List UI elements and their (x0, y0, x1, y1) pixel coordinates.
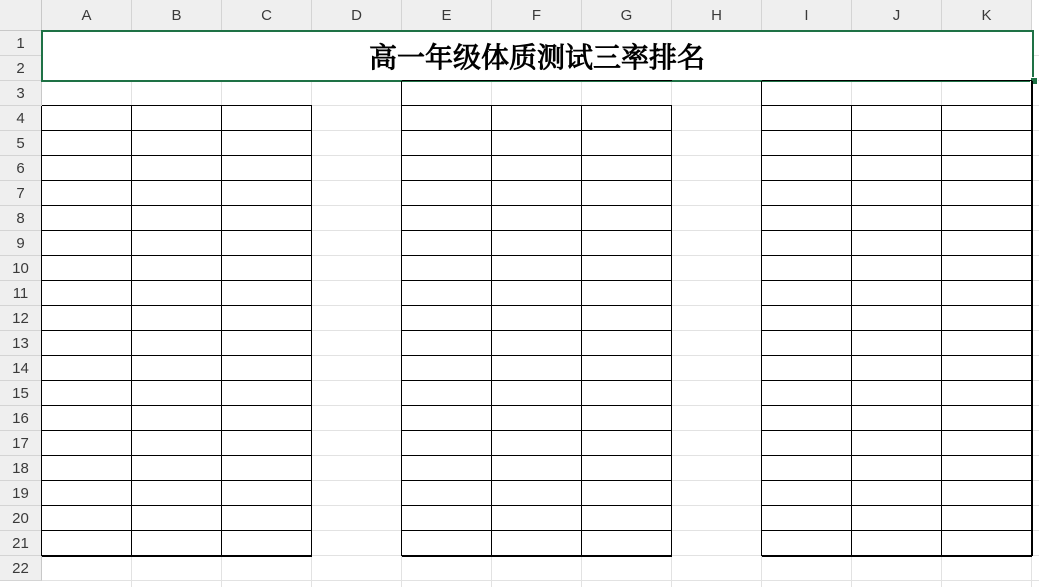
rate-cell[interactable] (852, 206, 942, 231)
table-border (402, 180, 672, 181)
class-name-cell[interactable] (762, 381, 852, 406)
rank-cell[interactable] (582, 381, 672, 406)
table-border (762, 80, 1032, 81)
column-label[interactable] (762, 106, 852, 131)
row-header-17[interactable]: 17 (0, 431, 42, 456)
column-header-c[interactable]: C (222, 0, 312, 31)
rank-cell[interactable] (582, 281, 672, 306)
rank-cell[interactable] (942, 181, 1032, 206)
table-border (42, 230, 312, 231)
row-header-19[interactable]: 19 (0, 481, 42, 506)
column-header-g[interactable]: G (582, 0, 672, 31)
table-border (42, 555, 312, 557)
rate-cell[interactable] (852, 406, 942, 431)
table-border (941, 106, 942, 556)
table-border (762, 280, 1032, 281)
rank-cell[interactable] (942, 206, 1032, 231)
rate-cell[interactable] (492, 156, 582, 181)
rank-cell[interactable] (582, 156, 672, 181)
class-name-cell[interactable] (402, 381, 492, 406)
rank-cell[interactable] (942, 406, 1032, 431)
column-header-f[interactable]: F (492, 0, 582, 31)
class-name-cell[interactable] (42, 131, 132, 156)
rate-cell[interactable] (492, 331, 582, 356)
table-border (42, 530, 312, 531)
class-name-cell[interactable] (42, 181, 132, 206)
class-name-cell[interactable] (402, 481, 492, 506)
rank-cell[interactable] (942, 331, 1032, 356)
rate-cell[interactable] (132, 181, 222, 206)
class-name-cell[interactable] (762, 306, 852, 331)
table-border (42, 480, 312, 481)
rank-cell[interactable] (582, 356, 672, 381)
table-border (762, 455, 1032, 456)
column-header-d[interactable]: D (312, 0, 402, 31)
class-name-cell[interactable] (402, 181, 492, 206)
class-name-cell[interactable] (42, 381, 132, 406)
class-name-cell[interactable] (762, 356, 852, 381)
table-border (402, 505, 672, 506)
total-value[interactable] (492, 531, 582, 556)
row-header-22[interactable]: 22 (0, 556, 42, 581)
class-name-cell[interactable] (42, 256, 132, 281)
sheet-title[interactable]: 高一年级体质测试三率排名 (42, 31, 1032, 81)
table-border (401, 81, 402, 556)
rate-cell[interactable] (492, 356, 582, 381)
table-border (402, 330, 672, 331)
table-border (42, 505, 312, 506)
rate-cell[interactable] (852, 256, 942, 281)
table-border (402, 355, 672, 356)
rank-cell[interactable] (222, 131, 312, 156)
row-header-11[interactable]: 11 (0, 281, 42, 306)
rate-cell[interactable] (492, 456, 582, 481)
class-name-cell[interactable] (402, 281, 492, 306)
rank-cell[interactable] (582, 181, 672, 206)
class-name-cell[interactable] (762, 481, 852, 506)
table-border (402, 430, 672, 431)
table-border (402, 130, 672, 131)
column-header-b[interactable]: B (132, 0, 222, 31)
rate-cell[interactable] (852, 181, 942, 206)
class-name-cell[interactable] (42, 506, 132, 531)
rate-cell[interactable] (492, 206, 582, 231)
row-header-10[interactable]: 10 (0, 256, 42, 281)
class-name-cell[interactable] (402, 331, 492, 356)
rate-cell[interactable] (132, 256, 222, 281)
rank-cell[interactable] (942, 131, 1032, 156)
table-border (402, 280, 672, 281)
row-header-7[interactable]: 7 (0, 181, 42, 206)
rate-cell[interactable] (492, 306, 582, 331)
rate-cell[interactable] (852, 131, 942, 156)
rank-cell[interactable] (222, 306, 312, 331)
column-label[interactable] (222, 106, 312, 131)
rate-cell[interactable] (132, 406, 222, 431)
rank-cell[interactable] (222, 506, 312, 531)
table-border (402, 155, 672, 156)
rate-cell[interactable] (852, 156, 942, 181)
row-header-2[interactable]: 2 (0, 56, 42, 81)
rate-cell[interactable] (852, 456, 942, 481)
class-name-cell[interactable] (762, 506, 852, 531)
rank-cell[interactable] (222, 356, 312, 381)
class-name-cell[interactable] (762, 331, 852, 356)
rank-cell[interactable] (942, 481, 1032, 506)
rank-cell[interactable] (942, 281, 1032, 306)
rank-cell[interactable] (222, 281, 312, 306)
rank-cell[interactable] (942, 431, 1032, 456)
class-name-cell[interactable] (402, 131, 492, 156)
total-label[interactable] (402, 531, 492, 556)
table-border (762, 230, 1032, 231)
column-header-j[interactable]: J (852, 0, 942, 31)
table-border (42, 180, 312, 181)
rank-cell[interactable] (222, 406, 312, 431)
class-name-cell[interactable] (42, 306, 132, 331)
total-value[interactable] (852, 531, 942, 556)
table-border (762, 430, 1032, 431)
table-border (42, 330, 312, 331)
table-border (311, 106, 312, 556)
rank-cell[interactable] (582, 431, 672, 456)
class-name-cell[interactable] (762, 206, 852, 231)
rate-cell[interactable] (492, 431, 582, 456)
row-header-14[interactable]: 14 (0, 356, 42, 381)
class-name-cell[interactable] (402, 431, 492, 456)
table-header[interactable] (762, 81, 1032, 106)
rank-cell[interactable] (582, 206, 672, 231)
column-label[interactable] (492, 106, 582, 131)
table-border (671, 106, 672, 556)
class-name-cell[interactable] (762, 281, 852, 306)
column-header-i[interactable]: I (762, 0, 852, 31)
row-header-18[interactable]: 18 (0, 456, 42, 481)
rate-cell[interactable] (492, 281, 582, 306)
rate-cell[interactable] (132, 456, 222, 481)
rank-cell[interactable] (582, 481, 672, 506)
rank-cell[interactable] (942, 231, 1032, 256)
rate-cell[interactable] (132, 331, 222, 356)
row-header-4[interactable]: 4 (0, 106, 42, 131)
table-border (402, 455, 672, 456)
rank-cell[interactable] (222, 256, 312, 281)
rank-cell[interactable] (582, 256, 672, 281)
rank-cell[interactable] (582, 456, 672, 481)
class-name-cell[interactable] (42, 281, 132, 306)
rate-cell[interactable] (852, 506, 942, 531)
table-border (42, 355, 312, 356)
rate-cell[interactable] (132, 156, 222, 181)
column-header-h[interactable]: H (672, 0, 762, 31)
table-border (42, 405, 312, 406)
rate-cell[interactable] (492, 506, 582, 531)
rank-cell[interactable] (942, 256, 1032, 281)
table-border (581, 106, 582, 556)
table-border (402, 480, 672, 481)
table-border (761, 81, 762, 556)
rank-cell[interactable] (582, 506, 672, 531)
gridline-horizontal (42, 580, 1039, 581)
class-name-cell[interactable] (402, 156, 492, 181)
rate-cell[interactable] (132, 131, 222, 156)
class-name-cell[interactable] (402, 231, 492, 256)
table-border (402, 80, 672, 81)
table-border (41, 106, 42, 556)
table-border (762, 155, 1032, 156)
rank-cell[interactable] (582, 131, 672, 156)
table-border (402, 405, 672, 406)
class-name-cell[interactable] (762, 231, 852, 256)
rank-cell[interactable] (222, 481, 312, 506)
class-name-cell[interactable] (42, 231, 132, 256)
rate-cell[interactable] (852, 281, 942, 306)
table-border (762, 555, 1032, 557)
class-name-cell[interactable] (42, 456, 132, 481)
table-border (402, 105, 672, 106)
class-name-cell[interactable] (42, 206, 132, 231)
row-header-6[interactable]: 6 (0, 156, 42, 181)
row-header-5[interactable]: 5 (0, 131, 42, 156)
table-border (42, 305, 312, 306)
row-header-1[interactable]: 1 (0, 31, 42, 56)
table-border (42, 280, 312, 281)
class-name-cell[interactable] (402, 456, 492, 481)
table-border (42, 130, 312, 131)
rank-cell[interactable] (222, 381, 312, 406)
rate-cell[interactable] (492, 256, 582, 281)
table-border (42, 255, 312, 256)
rank-cell[interactable] (942, 306, 1032, 331)
column-label[interactable] (42, 106, 132, 131)
rank-cell[interactable] (942, 156, 1032, 181)
table-border (762, 330, 1032, 331)
class-name-cell[interactable] (42, 406, 132, 431)
table-border (131, 106, 132, 556)
table-border (762, 130, 1032, 131)
table-border (762, 405, 1032, 406)
table-border (42, 455, 312, 456)
class-name-cell[interactable] (402, 356, 492, 381)
rank-cell[interactable] (222, 331, 312, 356)
rate-cell[interactable] (852, 331, 942, 356)
rate-cell[interactable] (132, 481, 222, 506)
rank-cell[interactable] (222, 431, 312, 456)
row-header-15[interactable]: 15 (0, 381, 42, 406)
table-border (1031, 81, 1033, 556)
rate-cell[interactable] (492, 131, 582, 156)
rank-cell[interactable] (222, 206, 312, 231)
row-header-21[interactable]: 21 (0, 531, 42, 556)
class-name-cell[interactable] (762, 181, 852, 206)
row-header-20[interactable]: 20 (0, 506, 42, 531)
table-border (402, 255, 672, 256)
rate-cell[interactable] (852, 431, 942, 456)
table-border (491, 106, 492, 556)
table-border (402, 305, 672, 306)
class-name-cell[interactable] (42, 481, 132, 506)
table-header[interactable] (42, 81, 312, 106)
column-label[interactable] (132, 106, 222, 131)
class-name-cell[interactable] (402, 206, 492, 231)
class-name-cell[interactable] (762, 256, 852, 281)
column-label[interactable] (852, 106, 942, 131)
rank-cell[interactable] (222, 181, 312, 206)
rate-cell[interactable] (132, 206, 222, 231)
row-header-9[interactable]: 9 (0, 231, 42, 256)
row-header-16[interactable]: 16 (0, 406, 42, 431)
total-label[interactable] (42, 531, 132, 556)
table-border (42, 155, 312, 156)
class-name-cell[interactable] (42, 331, 132, 356)
total-value[interactable] (132, 531, 222, 556)
class-name-cell[interactable] (762, 156, 852, 181)
table-border (762, 480, 1032, 481)
table-border (762, 205, 1032, 206)
table-border (402, 205, 672, 206)
table-border (762, 105, 1032, 106)
total-label[interactable] (762, 531, 852, 556)
table-border (221, 106, 222, 556)
rate-cell[interactable] (132, 356, 222, 381)
class-name-cell[interactable] (762, 456, 852, 481)
rate-cell[interactable] (132, 506, 222, 531)
rank-cell[interactable] (582, 406, 672, 431)
table-border (402, 555, 672, 557)
table-border (762, 180, 1032, 181)
column-header-e[interactable]: E (402, 0, 492, 31)
rate-cell[interactable] (132, 381, 222, 406)
class-name-cell[interactable] (402, 406, 492, 431)
rate-cell[interactable] (852, 356, 942, 381)
rate-cell[interactable] (132, 281, 222, 306)
rate-cell[interactable] (492, 406, 582, 431)
rate-cell[interactable] (852, 231, 942, 256)
row-header-8[interactable]: 8 (0, 206, 42, 231)
rate-cell[interactable] (852, 381, 942, 406)
table-border (851, 106, 852, 556)
class-name-cell[interactable] (42, 431, 132, 456)
column-header-k[interactable]: K (942, 0, 1032, 31)
table-border (762, 505, 1032, 506)
column-label[interactable] (942, 106, 1032, 131)
table-border (762, 255, 1032, 256)
row-header-12[interactable]: 12 (0, 306, 42, 331)
rate-cell[interactable] (132, 306, 222, 331)
rank-cell[interactable] (942, 506, 1032, 531)
rate-cell[interactable] (132, 231, 222, 256)
class-name-cell[interactable] (42, 156, 132, 181)
rate-cell[interactable] (492, 381, 582, 406)
rank-cell[interactable] (222, 456, 312, 481)
table-border (42, 430, 312, 431)
table-border (402, 230, 672, 231)
class-name-cell[interactable] (762, 131, 852, 156)
table-border (762, 305, 1032, 306)
rank-cell[interactable] (222, 156, 312, 181)
table-border (42, 205, 312, 206)
rank-cell[interactable] (582, 331, 672, 356)
class-name-cell[interactable] (402, 506, 492, 531)
table-border (762, 530, 1032, 531)
table-border (402, 380, 672, 381)
table-border (42, 380, 312, 381)
rate-cell[interactable] (492, 481, 582, 506)
column-header-a[interactable]: A (42, 0, 132, 31)
class-name-cell[interactable] (762, 406, 852, 431)
rate-cell[interactable] (852, 306, 942, 331)
class-name-cell[interactable] (402, 306, 492, 331)
table-header[interactable] (402, 81, 672, 106)
table-border (762, 380, 1032, 381)
row-header-13[interactable]: 13 (0, 331, 42, 356)
class-name-cell[interactable] (402, 256, 492, 281)
rank-cell[interactable] (582, 231, 672, 256)
rank-cell[interactable] (942, 456, 1032, 481)
row-header-3[interactable]: 3 (0, 81, 42, 106)
column-label[interactable] (582, 106, 672, 131)
rate-cell[interactable] (492, 181, 582, 206)
table-border (42, 105, 312, 106)
rank-cell[interactable] (582, 306, 672, 331)
table-border (402, 530, 672, 531)
rank-cell[interactable] (942, 356, 1032, 381)
class-name-cell[interactable] (42, 356, 132, 381)
rate-cell[interactable] (132, 431, 222, 456)
rank-cell[interactable] (222, 231, 312, 256)
class-name-cell[interactable] (762, 431, 852, 456)
rank-cell[interactable] (942, 381, 1032, 406)
rate-cell[interactable] (492, 231, 582, 256)
column-label[interactable] (402, 106, 492, 131)
select-all-corner[interactable] (0, 0, 42, 31)
table-border (762, 355, 1032, 356)
rate-cell[interactable] (852, 481, 942, 506)
